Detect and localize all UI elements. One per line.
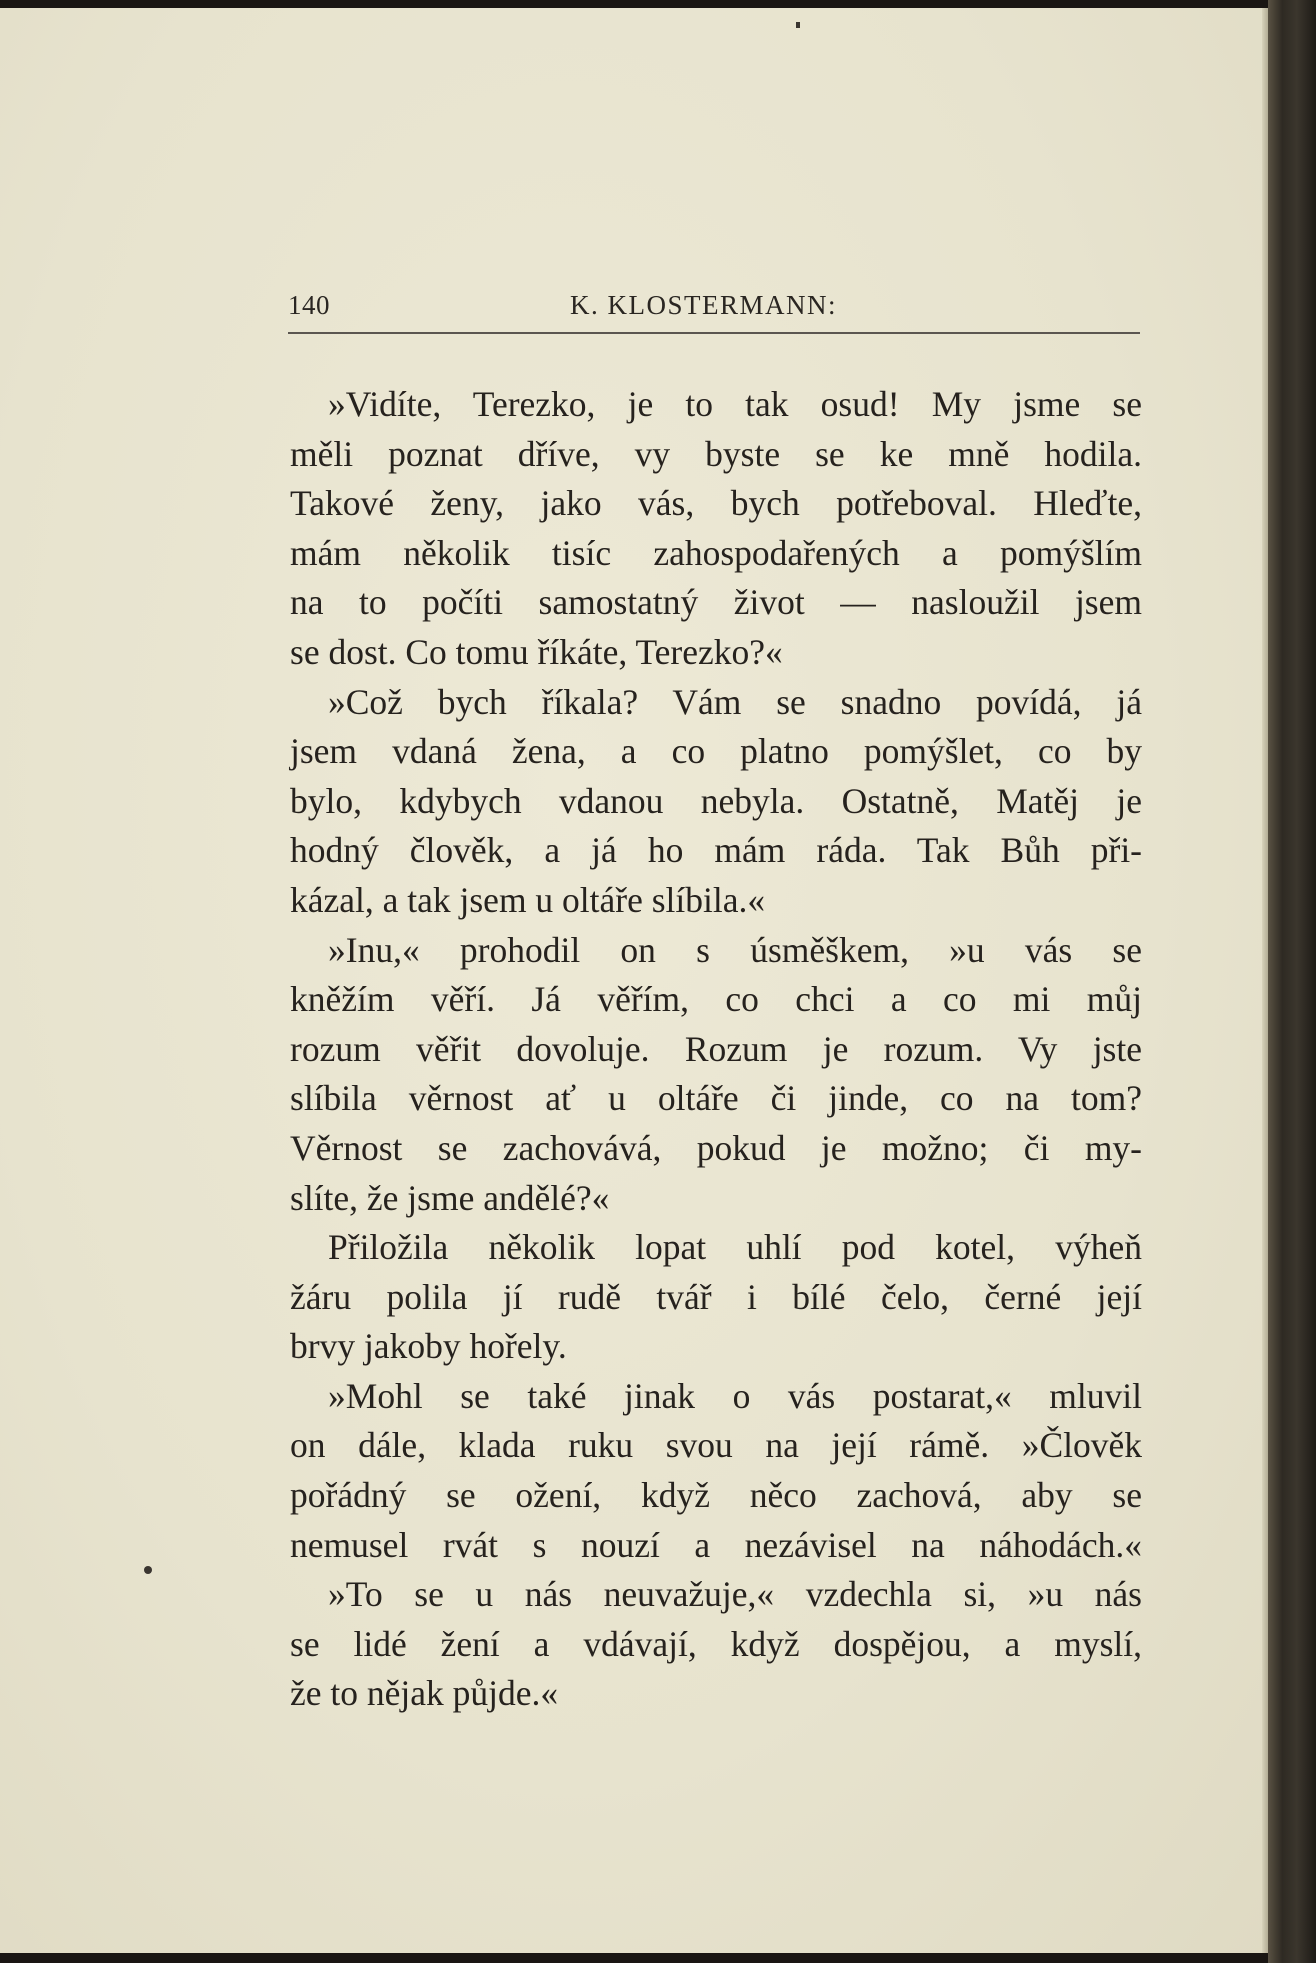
text-line: nemusel rvát s nouzí a nezávisel na náhodách.«: [290, 1524, 1142, 1565]
text-line: »Vidíte, Terezko, je to tak osud! My jsme se: [328, 384, 1142, 424]
text-line: měli poznat dříve, vy byste se ke mně hodila.: [290, 433, 1142, 474]
ink-dot: [144, 1566, 152, 1574]
text-line: se lidé žení a vdávají, když dospějou, a myslí,: [290, 1623, 1142, 1664]
text-line: Takové ženy, jako vás, bych potřeboval. Hleďte,: [290, 483, 1142, 524]
text-line: rozum věřit dovoluje. Rozum je rozum. Vy jste: [290, 1028, 1142, 1069]
text-line: brvy jakoby hořely.: [290, 1326, 567, 1367]
text-line: »Inu,« prohodil on s úsměškem, »u vás se: [328, 929, 1142, 970]
text-line: mám několik tisíc zahospodařených a pomýšlím: [290, 532, 1142, 573]
running-title: K. KLOSTERMANN:: [570, 290, 838, 320]
text-line: na to počíti samostatný život — nasloužil jsem: [290, 582, 1142, 623]
text-line: »Což bych říkala? Vám se snadno povídá, já: [328, 681, 1142, 722]
text-line: Věrnost se zachovává, pokud je možno; či my-: [290, 1127, 1142, 1168]
page-number: 140: [288, 290, 330, 320]
header-rule: [288, 332, 1140, 334]
text-line: »Mohl se také jinak o vás postarat,« mluvil: [328, 1375, 1142, 1416]
text-line: bylo, kdybych vdanou nebyla. Ostatně, Matěj je: [290, 780, 1142, 821]
page-paper: [0, 8, 1268, 1953]
text-line: hodný člověk, a já ho mám ráda. Tak Bůh při-: [290, 830, 1142, 871]
text-line: slíte, že jsme andělé?«: [290, 1177, 610, 1218]
text-line: on dále, klada ruku svou na její rámě. »Člověk: [290, 1425, 1142, 1466]
book-spine: [1268, 0, 1316, 1963]
text-line: se dost. Co tomu říkáte, Terezko?«: [290, 631, 783, 672]
text-line: »To se u nás neuvažuje,« vzdechla si, »u nás: [328, 1574, 1142, 1615]
ink-speck: [796, 22, 800, 28]
text-line: pořádný se ožení, když něco zachová, aby se: [290, 1475, 1142, 1516]
body-text: [290, 380, 1142, 1719]
text-line: že to nějak půjde.«: [290, 1673, 559, 1714]
text-line: slíbila věrnost ať u oltáře či jinde, co na tom?: [290, 1078, 1142, 1119]
text-line: kněžím věří. Já věřím, co chci a co mi můj: [290, 979, 1142, 1020]
text-line: Přiložila několik lopat uhlí pod kotel, výheň: [328, 1227, 1142, 1268]
running-header: [288, 290, 1140, 330]
text-line: kázal, a tak jsem u oltáře slíbila.«: [290, 879, 766, 920]
text-line: jsem vdaná žena, a co platno pomýšlet, co by: [290, 731, 1142, 772]
text-line: žáru polila jí rudě tvář i bílé čelo, černé její: [290, 1276, 1142, 1317]
